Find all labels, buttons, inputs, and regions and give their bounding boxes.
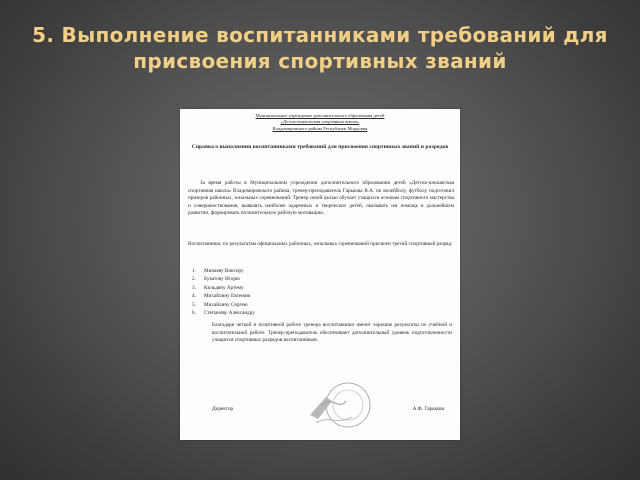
list-item-number: 4.	[192, 293, 196, 300]
list-item-name: Михайлину Сергею	[204, 301, 248, 308]
list-item-number: 1.	[192, 268, 196, 274]
list-item-number: 5.	[192, 301, 196, 308]
org-header	[220, 113, 420, 132]
signature-name: А.Ф. Гарькова	[412, 406, 444, 412]
slide-title: 5. Выполнение воспитанниками требований для присвоения спортивных званий	[32, 23, 608, 73]
list-item-name: Кильдяну Артему	[204, 284, 244, 291]
org-header-line: Владимировского района Республики Мордовия	[272, 125, 368, 131]
org-header-line: «Детско-юношеская спортивная школа»	[280, 119, 360, 125]
list-item	[188, 301, 454, 309]
document-paragraph-1: За время работы в Муниципальном учреждении дополнительного образования детей «Детско-юношеская спортивная школа» Владимировского района, тренер-преподаватель Гарькова В.А. по волейболу, футболу подготовил призеров районных, зональных соревнований. Тренер своей целью обучает учащихся основам спортивного мастерства и совершенствования, выявлять наиболее одаренных и творческих детей, оказывать им помощь в дальнейшем развитии, формировать положительную рабочую мотивацию.	[188, 180, 454, 217]
student-list	[188, 267, 454, 317]
document-scan	[180, 109, 460, 440]
signature-row	[212, 406, 452, 416]
list-item	[188, 284, 454, 292]
list-item	[188, 292, 454, 300]
list-item-name: Букатову Игорю	[204, 276, 240, 283]
list-item	[188, 267, 454, 275]
document-paragraph-2: Воспитанники, по результатам официальных районных, зональных соревнований присвоен третий спортивный разряд:	[188, 241, 453, 247]
list-item-name: Степанову Александру	[204, 310, 255, 317]
signature-position: Директор	[212, 406, 234, 412]
stamp-seal	[308, 375, 374, 433]
list-item-name: Михайлину Евгению	[204, 293, 251, 300]
document-title: Справка о выполнении воспитанниками требований для присвоения спортивных званий и разрядов	[191, 144, 449, 150]
list-item-number: 6.	[192, 310, 196, 317]
list-item-number: 3.	[192, 284, 196, 291]
org-header-line: Муниципальное учреждение дополнительного образования детей	[255, 113, 385, 118]
list-item-number: 2.	[192, 276, 196, 283]
list-item	[188, 275, 454, 283]
list-item-name: Минаеву Виктору	[204, 268, 244, 274]
document-note: Благодаря четкой и позитивной работе тренера воспитанники имеют хорошие результаты по учебной и воспитательной работе. Тренер-преподаватель обеспечивает дополнительный уровень подготовленности учащихся спортивных разрядов воспитанников.	[212, 322, 452, 344]
list-item	[188, 309, 454, 317]
